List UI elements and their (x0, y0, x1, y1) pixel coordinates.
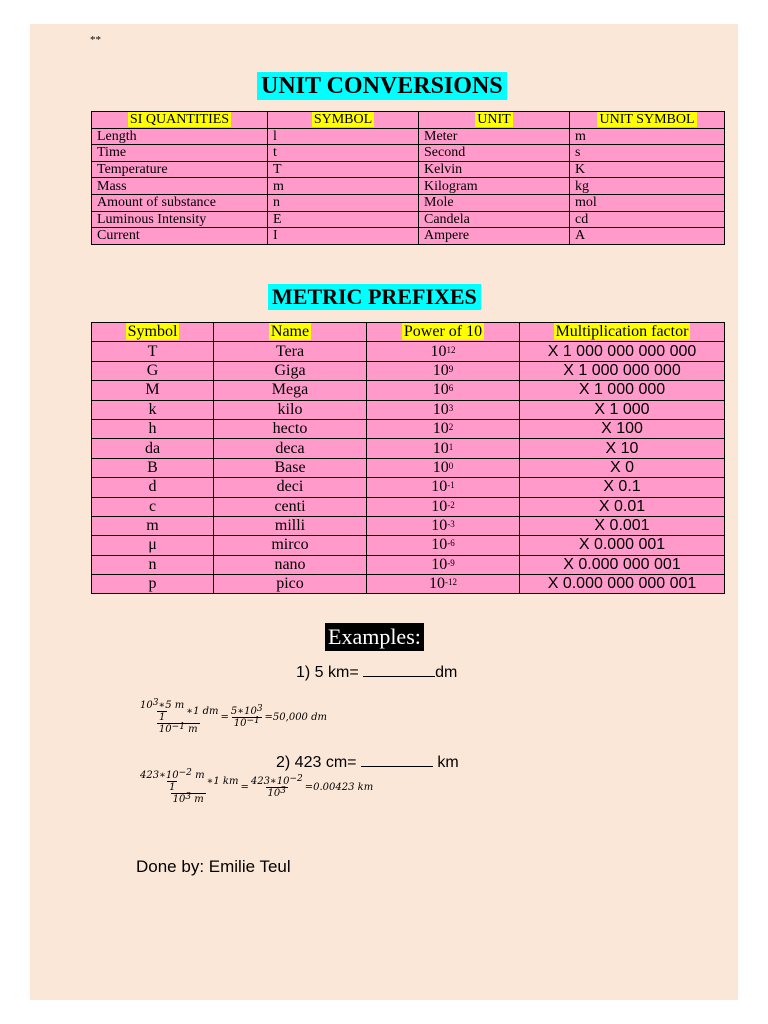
table-row (92, 342, 725, 361)
header-cell: SYMBOL (268, 112, 419, 129)
prefix-power: $10^9$ (367, 361, 520, 380)
prefix-power: $10^{-9}$ (367, 555, 520, 574)
table-cell: Second (419, 145, 570, 162)
header-cell: Symbol (92, 323, 214, 342)
table-cell: t (268, 145, 419, 162)
table-cell: E (268, 211, 419, 228)
table-cell: Mole (419, 194, 570, 211)
prefix-name: pico (214, 575, 367, 594)
prefix-power: $10^1$ (367, 439, 520, 458)
table-row (92, 536, 725, 555)
prefix-factor: X 1 000 000 (520, 381, 725, 400)
prefix-factor: X 0.000 000 000 001 (520, 575, 725, 594)
example-1-question: 1) 5 km= dm (296, 664, 458, 681)
table-header-row (92, 112, 725, 129)
prefix-symbol: m (92, 516, 214, 535)
table-cell: l (268, 128, 419, 145)
table-row (92, 128, 725, 145)
prefix-name: deca (214, 439, 367, 458)
examples-title: Examples: (325, 623, 424, 651)
table-cell: T (268, 161, 419, 178)
table-cell: s (570, 145, 725, 162)
prefix-name: centi (214, 497, 367, 516)
prefix-symbol: μ (92, 536, 214, 555)
prefix-symbol: G (92, 361, 214, 380)
prefix-symbol: c (92, 497, 214, 516)
prefix-name: milli (214, 516, 367, 535)
header-cell: SI QUANTITIES (92, 112, 268, 129)
header-cell: UNIT SYMBOL (570, 112, 725, 129)
prefix-factor: X 1 000 (520, 400, 725, 419)
prefix-name: hecto (214, 419, 367, 438)
table-row (92, 211, 725, 228)
answer-blank (363, 662, 435, 677)
table-cell: cd (570, 211, 725, 228)
table-row (92, 439, 725, 458)
prefix-name: Tera (214, 342, 367, 361)
table-row (92, 145, 725, 162)
prefix-factor: X 0.001 (520, 516, 725, 535)
table-cell: n (268, 194, 419, 211)
header-cell: Multiplication factor (520, 323, 725, 342)
table-row (92, 178, 725, 195)
table-cell: Ampere (419, 228, 570, 245)
prefix-symbol: p (92, 575, 214, 594)
prefix-symbol: k (92, 400, 214, 419)
prefix-name: deci (214, 478, 367, 497)
prefix-symbol: B (92, 458, 214, 477)
metric-prefixes-table (91, 322, 725, 594)
prefix-power: $10^{-2}$ (367, 497, 520, 516)
prefix-power: $10^6$ (367, 381, 520, 400)
prefix-factor: X 0.000 000 001 (520, 555, 725, 574)
prefix-symbol: T (92, 342, 214, 361)
prefix-name: mirco (214, 536, 367, 555)
table-cell: K (570, 161, 725, 178)
table-header-row (92, 323, 725, 342)
page-marker: ** (90, 34, 101, 46)
table-cell: Amount of substance (92, 194, 268, 211)
prefix-power: $10^3$ (367, 400, 520, 419)
table-row (92, 497, 725, 516)
prefix-power: $10^{-3}$ (367, 516, 520, 535)
author-footer: Done by: Emilie Teul (136, 857, 291, 876)
table-row (92, 381, 725, 400)
prefix-symbol: da (92, 439, 214, 458)
table-cell: Luminous Intensity (92, 211, 268, 228)
prefix-symbol: M (92, 381, 214, 400)
prefix-name: Mega (214, 381, 367, 400)
prefix-power: $10^0$ (367, 458, 520, 477)
table-cell: Time (92, 145, 268, 162)
table-cell: Length (92, 128, 268, 145)
header-cell: Name (214, 323, 367, 342)
table-row (92, 361, 725, 380)
answer-blank (361, 752, 433, 767)
table-row (92, 516, 725, 535)
prefix-power: $10^{-6}$ (367, 536, 520, 555)
table-row (92, 458, 725, 477)
prefix-factor: X 0.1 (520, 478, 725, 497)
table-cell: Mass (92, 178, 268, 195)
prefix-name: kilo (214, 400, 367, 419)
prefix-factor: X 0.000 001 (520, 536, 725, 555)
table-row (92, 400, 725, 419)
prefix-symbol: d (92, 478, 214, 497)
prefix-symbol: h (92, 419, 214, 438)
prefix-name: Base (214, 458, 367, 477)
table-row (92, 575, 725, 594)
prefix-name: Giga (214, 361, 367, 380)
header-cell: UNIT (419, 112, 570, 129)
prefix-symbol: n (92, 555, 214, 574)
prefix-power: $10^{12}$ (367, 342, 520, 361)
prefix-factor: X 100 (520, 419, 725, 438)
table-row (92, 194, 725, 211)
prefix-power: $10^{-12}$ (367, 575, 520, 594)
prefix-power: $10^2$ (367, 419, 520, 438)
table-cell: m (570, 128, 725, 145)
table-row (92, 419, 725, 438)
unit-conversions-table (91, 111, 725, 245)
table-row (92, 228, 725, 245)
table-cell: Meter (419, 128, 570, 145)
table-cell: A (570, 228, 725, 245)
table-row (92, 555, 725, 574)
table-cell: Candela (419, 211, 570, 228)
prefix-factor: X 0 (520, 458, 725, 477)
header-cell: Power of 10 (367, 323, 520, 342)
metric-prefixes-title: METRIC PREFIXES (268, 284, 481, 310)
prefix-power: $10^{-1}$ (367, 478, 520, 497)
prefix-factor: X 10 (520, 439, 725, 458)
table-row (92, 161, 725, 178)
example-2-solution: $\frac{423∗10^{-2} m}{1}$ ∗1 km $10^3$ m = $\frac{423∗10^{-2}}{10^3}$ =0.00423 km (140, 768, 374, 805)
table-cell: Kelvin (419, 161, 570, 178)
table-cell: mol (570, 194, 725, 211)
table-cell: Kilogram (419, 178, 570, 195)
unit-conversions-title: UNIT CONVERSIONS (257, 72, 507, 100)
table-row (92, 478, 725, 497)
table-cell: kg (570, 178, 725, 195)
prefix-factor: X 1 000 000 000 (520, 361, 725, 380)
table-cell: Temperature (92, 161, 268, 178)
example-1-solution: $\frac{10^3∗5 m}{1}$ ∗1 dm $10^{-1}$ m = $\frac{5∗10^3}{10^{-1}}$ =50,000 dm (140, 698, 327, 735)
prefix-name: nano (214, 555, 367, 574)
example-2-question: 2) 423 cm= km (276, 754, 459, 771)
prefix-factor: X 0.01 (520, 497, 725, 516)
table-cell: I (268, 228, 419, 245)
table-cell: m (268, 178, 419, 195)
table-cell: Current (92, 228, 268, 245)
prefix-factor: X 1 000 000 000 000 (520, 342, 725, 361)
